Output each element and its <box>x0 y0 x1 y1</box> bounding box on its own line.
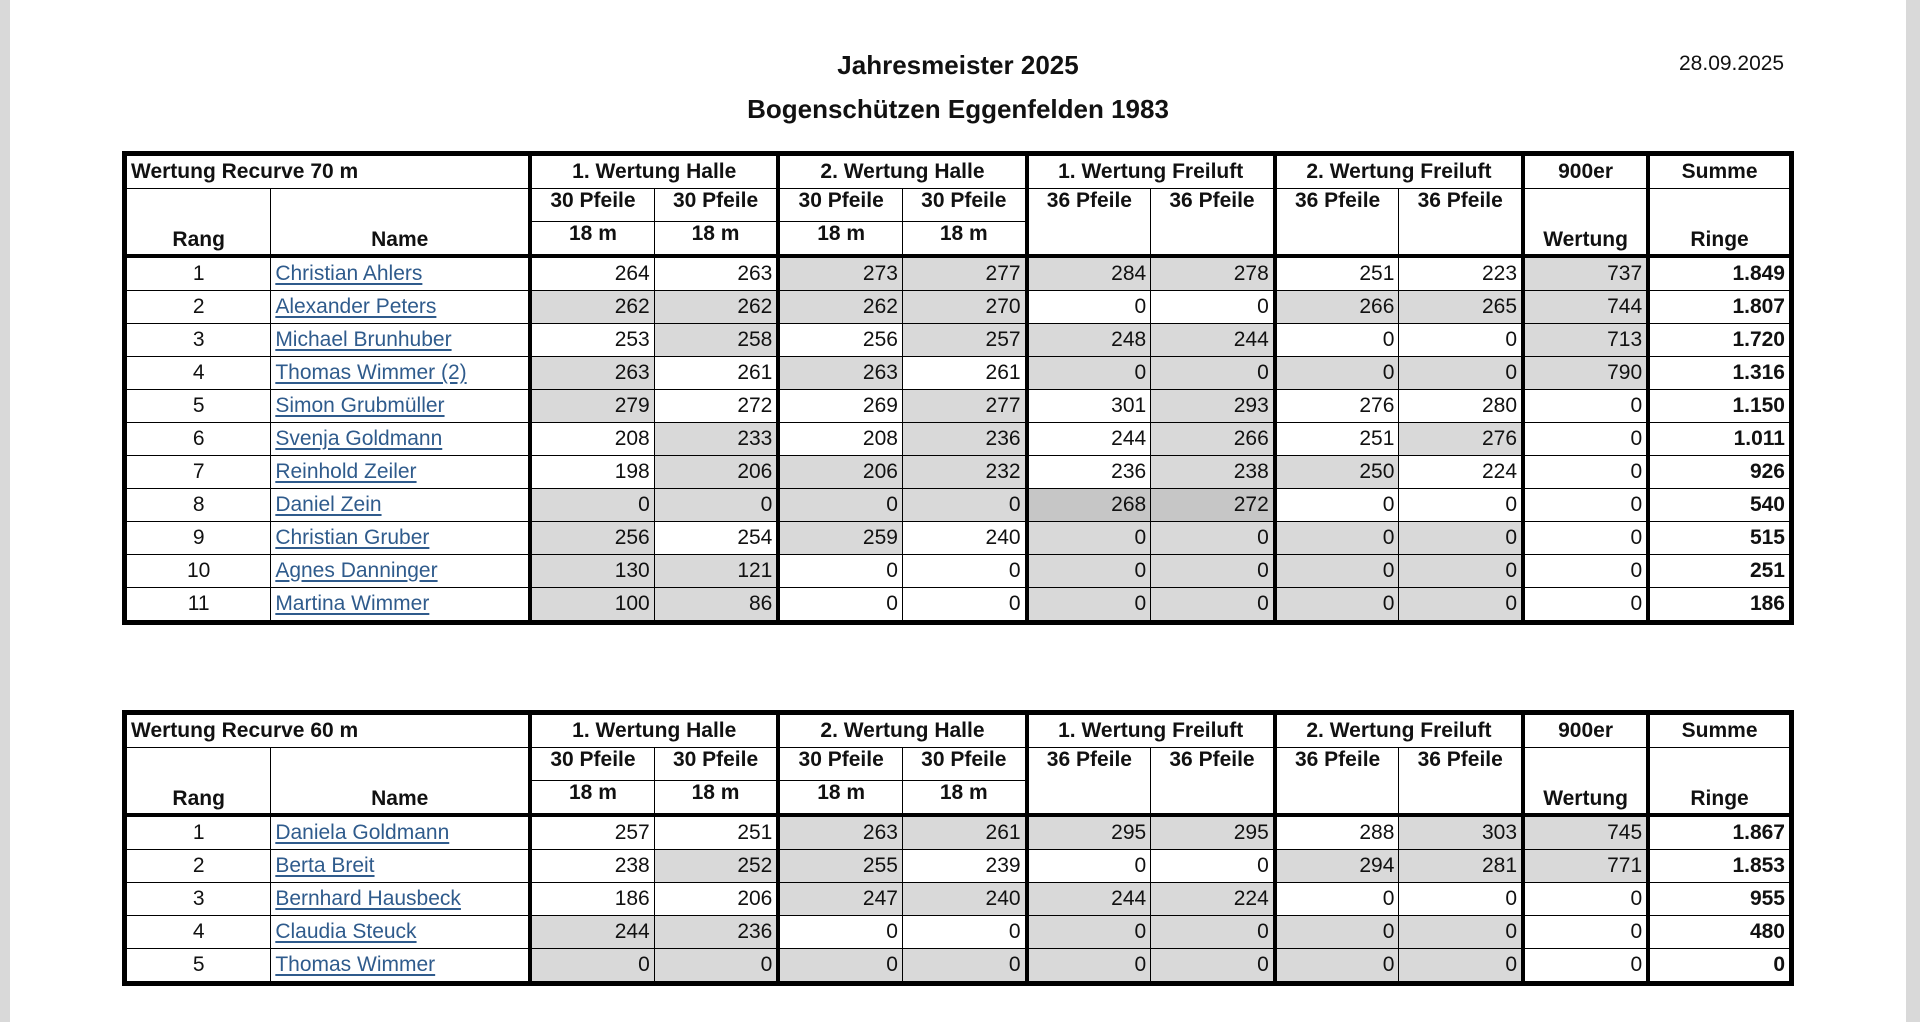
column-header-arrows: 30 Pfeile <box>902 748 1026 781</box>
score-cell: 281 <box>1399 850 1523 883</box>
score-cell: 276 <box>1399 423 1523 456</box>
group-header-halle-2: 2. Wertung Halle <box>778 713 1026 748</box>
score-cell: 224 <box>1151 883 1275 916</box>
group-header-freiluft-1: 1. Wertung Freiluft <box>1027 154 1275 189</box>
w900-cell: 0 <box>1523 555 1648 588</box>
score-cell: 0 <box>1151 555 1275 588</box>
score-cell: 0 <box>902 949 1026 984</box>
w900-cell: 737 <box>1523 256 1648 291</box>
archer-name-link[interactable]: Michael Brunhuber <box>275 328 452 351</box>
table-row <box>125 423 1792 456</box>
score-cell: 272 <box>1151 489 1275 522</box>
column-header-distance: 18 m <box>654 781 778 816</box>
rank-cell: 6 <box>125 423 271 456</box>
group-header-halle-1: 1. Wertung Halle <box>530 713 778 748</box>
rank-cell: 1 <box>125 815 271 850</box>
table-caption: Wertung Recurve 60 m <box>125 713 531 748</box>
score-cell: 130 <box>530 555 654 588</box>
score-cell: 0 <box>902 916 1026 949</box>
name-cell <box>271 815 530 850</box>
archer-name-link[interactable]: Christian Gruber <box>275 526 430 549</box>
table-row <box>125 489 1792 522</box>
score-cell: 240 <box>902 883 1026 916</box>
name-cell <box>271 588 530 623</box>
score-cell: 256 <box>778 324 902 357</box>
name-cell <box>271 916 530 949</box>
group-header-halle-1: 1. Wertung Halle <box>530 154 778 189</box>
sum-cell: 955 <box>1648 883 1791 916</box>
archer-name-link[interactable]: Bernhard Hausbeck <box>275 887 461 910</box>
sum-cell: 515 <box>1648 522 1791 555</box>
score-cell: 86 <box>654 588 778 623</box>
table-row <box>125 256 1792 291</box>
sum-cell: 1.011 <box>1648 423 1791 456</box>
name-cell <box>271 555 530 588</box>
group-header-freiluft-1: 1. Wertung Freiluft <box>1027 713 1275 748</box>
score-cell: 236 <box>902 423 1026 456</box>
score-cell: 0 <box>1275 588 1399 623</box>
rank-cell: 3 <box>125 324 271 357</box>
w900-cell: 713 <box>1523 324 1648 357</box>
archer-name-link[interactable]: Thomas Wimmer <box>275 953 436 976</box>
score-cell: 0 <box>1027 555 1151 588</box>
score-cell: 261 <box>902 815 1026 850</box>
group-header-summe: Summe <box>1648 154 1791 189</box>
score-cell: 273 <box>778 256 902 291</box>
score-cell: 0 <box>1151 949 1275 984</box>
score-cell: 277 <box>902 256 1026 291</box>
column-header-wertung: Wertung <box>1523 748 1648 816</box>
column-header-arrows: 30 Pfeile <box>654 748 778 781</box>
column-header-arrows: 30 Pfeile <box>902 189 1026 222</box>
w900-cell: 744 <box>1523 291 1648 324</box>
table-row <box>125 291 1792 324</box>
score-cell: 244 <box>530 916 654 949</box>
score-cell: 265 <box>1399 291 1523 324</box>
score-cell: 0 <box>1027 949 1151 984</box>
column-header-arrows: 36 Pfeile <box>1275 189 1399 257</box>
score-cell: 259 <box>778 522 902 555</box>
score-cell: 278 <box>1151 256 1275 291</box>
table-row <box>125 949 1792 984</box>
score-cell: 0 <box>1399 588 1523 623</box>
score-cell: 0 <box>1399 357 1523 390</box>
score-cell: 0 <box>1275 489 1399 522</box>
column-header-arrows: 36 Pfeile <box>1275 748 1399 816</box>
score-cell: 263 <box>654 256 778 291</box>
document-page <box>10 0 1906 1022</box>
column-header-ringe: Ringe <box>1648 748 1791 816</box>
archer-name-link[interactable]: Berta Breit <box>275 854 375 877</box>
score-cell: 261 <box>654 357 778 390</box>
score-cell: 244 <box>1151 324 1275 357</box>
name-cell <box>271 883 530 916</box>
score-cell: 232 <box>902 456 1026 489</box>
table-row <box>125 456 1792 489</box>
score-cell: 0 <box>1399 324 1523 357</box>
score-cell: 303 <box>1399 815 1523 850</box>
score-cell: 266 <box>1151 423 1275 456</box>
score-cell: 280 <box>1399 390 1523 423</box>
column-header-distance: 18 m <box>902 222 1026 257</box>
sum-cell: 480 <box>1648 916 1791 949</box>
score-cell: 272 <box>654 390 778 423</box>
score-cell: 293 <box>1151 390 1275 423</box>
sum-cell: 1.720 <box>1648 324 1791 357</box>
score-cell: 0 <box>1399 949 1523 984</box>
score-cell: 251 <box>654 815 778 850</box>
score-cell: 0 <box>1151 916 1275 949</box>
score-cell: 0 <box>778 489 902 522</box>
score-cell: 294 <box>1275 850 1399 883</box>
table-row <box>125 850 1792 883</box>
rank-cell: 10 <box>125 555 271 588</box>
score-cell: 248 <box>1027 324 1151 357</box>
score-cell: 0 <box>1027 916 1151 949</box>
score-cell: 244 <box>1027 423 1151 456</box>
score-cell: 0 <box>1151 522 1275 555</box>
column-header-arrows: 30 Pfeile <box>530 189 654 222</box>
score-cell: 0 <box>778 916 902 949</box>
sum-cell: 1.853 <box>1648 850 1791 883</box>
score-cell: 263 <box>530 357 654 390</box>
score-cell: 208 <box>778 423 902 456</box>
score-cell: 295 <box>1151 815 1275 850</box>
score-cell: 0 <box>1399 522 1523 555</box>
group-header-900er: 900er <box>1523 154 1648 189</box>
score-cell: 262 <box>778 291 902 324</box>
w900-cell: 0 <box>1523 423 1648 456</box>
sum-cell: 0 <box>1648 949 1791 984</box>
score-cell: 0 <box>1275 555 1399 588</box>
score-cell: 0 <box>1151 357 1275 390</box>
score-cell: 186 <box>530 883 654 916</box>
score-cell: 277 <box>902 390 1026 423</box>
results-table-recurve-70m <box>122 151 1794 625</box>
score-cell: 254 <box>654 522 778 555</box>
archer-name-link[interactable]: Daniela Goldmann <box>275 821 450 844</box>
archer-name-link[interactable]: Christian Ahlers <box>275 262 423 285</box>
score-cell: 206 <box>654 456 778 489</box>
group-header-freiluft-2: 2. Wertung Freiluft <box>1275 154 1523 189</box>
rank-cell: 4 <box>125 916 271 949</box>
score-cell: 244 <box>1027 883 1151 916</box>
score-cell: 0 <box>1151 850 1275 883</box>
w900-cell: 0 <box>1523 883 1648 916</box>
document-title: Jahresmeister 2025 <box>837 50 1079 80</box>
w900-cell: 0 <box>1523 390 1648 423</box>
score-cell: 257 <box>902 324 1026 357</box>
column-header-name: Name <box>271 189 530 257</box>
score-cell: 0 <box>1027 522 1151 555</box>
name-cell <box>271 291 530 324</box>
score-cell: 262 <box>654 291 778 324</box>
group-header-halle-2: 2. Wertung Halle <box>778 154 1026 189</box>
score-cell: 0 <box>1027 850 1151 883</box>
archer-name-link[interactable]: Svenja Goldmann <box>275 427 443 450</box>
sum-cell: 540 <box>1648 489 1791 522</box>
column-header-arrows: 30 Pfeile <box>654 189 778 222</box>
rank-cell: 11 <box>125 588 271 623</box>
column-header-arrows: 36 Pfeile <box>1399 189 1523 257</box>
sum-cell: 186 <box>1648 588 1791 623</box>
score-cell: 264 <box>530 256 654 291</box>
column-header-arrows: 30 Pfeile <box>778 189 902 222</box>
results-table-recurve-60m <box>122 710 1794 986</box>
column-header-arrows: 36 Pfeile <box>1027 189 1151 257</box>
score-cell: 261 <box>902 357 1026 390</box>
sum-cell: 1.867 <box>1648 815 1791 850</box>
column-header-arrows: 36 Pfeile <box>1151 189 1275 257</box>
score-cell: 276 <box>1275 390 1399 423</box>
column-header-ringe: Ringe <box>1648 189 1791 257</box>
score-cell: 0 <box>1027 291 1151 324</box>
score-cell: 0 <box>530 489 654 522</box>
column-header-arrows: 30 Pfeile <box>778 748 902 781</box>
score-cell: 121 <box>654 555 778 588</box>
score-cell: 238 <box>1151 456 1275 489</box>
score-cell: 0 <box>778 555 902 588</box>
w900-cell: 0 <box>1523 489 1648 522</box>
name-cell <box>271 949 530 984</box>
table-row <box>125 357 1792 390</box>
column-header-arrows: 30 Pfeile <box>530 748 654 781</box>
score-cell: 263 <box>778 815 902 850</box>
name-cell <box>271 256 530 291</box>
score-cell: 198 <box>530 456 654 489</box>
column-header-distance: 18 m <box>654 222 778 257</box>
column-header-arrows: 36 Pfeile <box>1027 748 1151 816</box>
score-cell: 269 <box>778 390 902 423</box>
archer-name-link[interactable]: Claudia Steuck <box>275 920 417 943</box>
w900-cell: 0 <box>1523 456 1648 489</box>
column-header-distance: 18 m <box>530 781 654 816</box>
score-cell: 0 <box>1151 291 1275 324</box>
score-cell: 268 <box>1027 489 1151 522</box>
column-header-distance: 18 m <box>902 781 1026 816</box>
score-cell: 288 <box>1275 815 1399 850</box>
column-header-name: Name <box>271 748 530 816</box>
column-header-distance: 18 m <box>530 222 654 257</box>
score-cell: 236 <box>1027 456 1151 489</box>
score-cell: 238 <box>530 850 654 883</box>
w900-cell: 771 <box>1523 850 1648 883</box>
score-cell: 206 <box>778 456 902 489</box>
score-cell: 253 <box>530 324 654 357</box>
score-cell: 0 <box>1275 949 1399 984</box>
table-row <box>125 815 1792 850</box>
name-cell <box>271 423 530 456</box>
table-row <box>125 883 1792 916</box>
score-cell: 247 <box>778 883 902 916</box>
score-cell: 233 <box>654 423 778 456</box>
score-cell: 252 <box>654 850 778 883</box>
score-cell: 239 <box>902 850 1026 883</box>
document-date: 28.09.2025 <box>1679 52 1785 75</box>
score-cell: 240 <box>902 522 1026 555</box>
table-row <box>125 588 1792 623</box>
score-cell: 250 <box>1275 456 1399 489</box>
table-caption: Wertung Recurve 70 m <box>125 154 531 189</box>
name-cell <box>271 489 530 522</box>
score-cell: 0 <box>1399 555 1523 588</box>
score-cell: 0 <box>778 949 902 984</box>
rank-cell: 2 <box>125 850 271 883</box>
group-header-summe: Summe <box>1648 713 1791 748</box>
score-cell: 262 <box>530 291 654 324</box>
w900-cell: 745 <box>1523 815 1648 850</box>
score-cell: 0 <box>1275 357 1399 390</box>
archer-name-link[interactable]: Alexander Peters <box>275 295 437 318</box>
score-cell: 0 <box>778 588 902 623</box>
sum-cell: 1.807 <box>1648 291 1791 324</box>
rank-cell: 1 <box>125 256 271 291</box>
score-cell: 223 <box>1399 256 1523 291</box>
rank-cell: 8 <box>125 489 271 522</box>
table-row <box>125 390 1792 423</box>
w900-cell: 0 <box>1523 916 1648 949</box>
column-header-rang: Rang <box>125 189 271 257</box>
column-header-wertung: Wertung <box>1523 189 1648 257</box>
score-cell: 251 <box>1275 256 1399 291</box>
column-header-rang: Rang <box>125 748 271 816</box>
archer-name-link[interactable]: Reinhold Zeiler <box>275 460 417 483</box>
score-cell: 0 <box>902 489 1026 522</box>
score-cell: 0 <box>1399 489 1523 522</box>
score-cell: 0 <box>654 489 778 522</box>
sum-cell: 926 <box>1648 456 1791 489</box>
column-header-distance: 18 m <box>778 222 902 257</box>
name-cell <box>271 850 530 883</box>
score-cell: 0 <box>1027 357 1151 390</box>
group-header-freiluft-2: 2. Wertung Freiluft <box>1275 713 1523 748</box>
name-cell <box>271 456 530 489</box>
score-cell: 263 <box>778 357 902 390</box>
sum-cell: 1.316 <box>1648 357 1791 390</box>
score-cell: 258 <box>654 324 778 357</box>
column-header-distance: 18 m <box>778 781 902 816</box>
club-name: Bogenschützen Eggenfelden 1983 <box>747 94 1169 124</box>
score-cell: 0 <box>1275 916 1399 949</box>
rank-cell: 4 <box>125 357 271 390</box>
rank-cell: 7 <box>125 456 271 489</box>
score-cell: 0 <box>1399 883 1523 916</box>
archer-name-link[interactable]: Martina Wimmer <box>275 592 430 615</box>
score-cell: 236 <box>654 916 778 949</box>
w900-cell: 0 <box>1523 522 1648 555</box>
score-cell: 0 <box>1027 588 1151 623</box>
rank-cell: 2 <box>125 291 271 324</box>
score-cell: 0 <box>1399 916 1523 949</box>
score-cell: 295 <box>1027 815 1151 850</box>
score-cell: 208 <box>530 423 654 456</box>
score-cell: 0 <box>654 949 778 984</box>
sum-cell: 1.150 <box>1648 390 1791 423</box>
rank-cell: 9 <box>125 522 271 555</box>
score-cell: 279 <box>530 390 654 423</box>
score-cell: 0 <box>1275 883 1399 916</box>
table-row <box>125 324 1792 357</box>
archer-name-link[interactable]: Thomas Wimmer (2) <box>275 361 467 384</box>
rank-cell: 3 <box>125 883 271 916</box>
column-header-arrows: 36 Pfeile <box>1399 748 1523 816</box>
score-cell: 257 <box>530 815 654 850</box>
name-cell <box>271 357 530 390</box>
score-cell: 224 <box>1399 456 1523 489</box>
score-cell: 266 <box>1275 291 1399 324</box>
name-cell <box>271 324 530 357</box>
w900-cell: 790 <box>1523 357 1648 390</box>
score-cell: 0 <box>902 588 1026 623</box>
score-cell: 0 <box>902 555 1026 588</box>
score-cell: 0 <box>1275 522 1399 555</box>
archer-name-link[interactable]: Agnes Danninger <box>275 559 438 582</box>
score-cell: 0 <box>1151 588 1275 623</box>
w900-cell: 0 <box>1523 588 1648 623</box>
name-cell <box>271 522 530 555</box>
group-header-900er: 900er <box>1523 713 1648 748</box>
score-cell: 0 <box>530 949 654 984</box>
score-cell: 255 <box>778 850 902 883</box>
score-cell: 100 <box>530 588 654 623</box>
table-row <box>125 916 1792 949</box>
table-row <box>125 555 1792 588</box>
score-cell: 301 <box>1027 390 1151 423</box>
sum-cell: 251 <box>1648 555 1791 588</box>
archer-name-link[interactable]: Daniel Zein <box>275 493 382 516</box>
score-cell: 0 <box>1275 324 1399 357</box>
column-header-arrows: 36 Pfeile <box>1151 748 1275 816</box>
score-cell: 206 <box>654 883 778 916</box>
rank-cell: 5 <box>125 390 271 423</box>
score-cell: 284 <box>1027 256 1151 291</box>
sum-cell: 1.849 <box>1648 256 1791 291</box>
table-row <box>125 522 1792 555</box>
w900-cell: 0 <box>1523 949 1648 984</box>
score-cell: 256 <box>530 522 654 555</box>
score-cell: 251 <box>1275 423 1399 456</box>
rank-cell: 5 <box>125 949 271 984</box>
archer-name-link[interactable]: Simon Grubmüller <box>275 394 445 417</box>
name-cell <box>271 390 530 423</box>
score-cell: 270 <box>902 291 1026 324</box>
